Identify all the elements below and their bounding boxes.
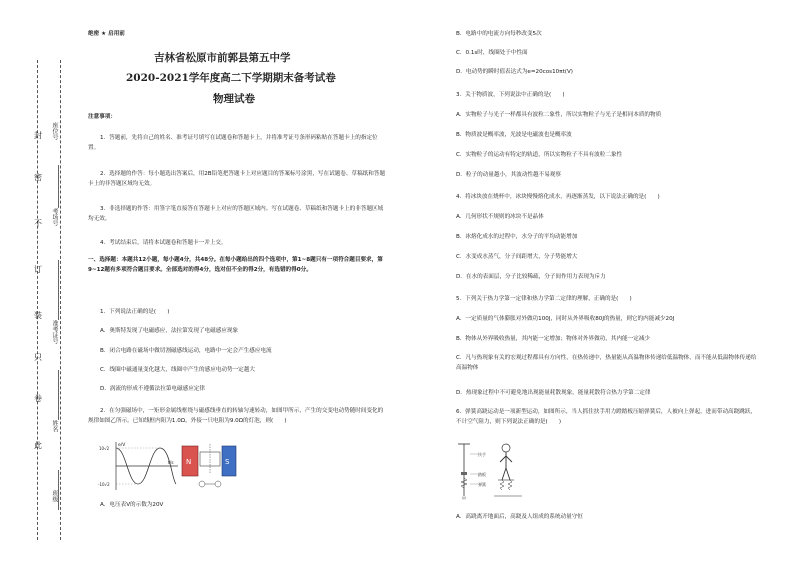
figure-label: 扶手 <box>478 452 486 457</box>
option: C．凡与热现象有关的宏观过程都具有方向性，在热传递中，热量能从高温物体传递给低温物体，而不能从低温物体传递给高温物体 <box>456 355 757 371</box>
field-class: 班级 <box>51 490 58 502</box>
option: A．一定质量的气体膨胀对外做功100J，同时从外界吸收80J的热量，则它的内能减少20J <box>456 316 675 322</box>
option: A．实物粒子与光子一样都具有波粒二象性，所以实物粒子与光子是相同本质的物质 <box>456 112 662 118</box>
note-item: 3．非选择题的作答：用签字笔直接答在答题卡上对应的答题区域内。写在试题卷、草稿纸和答题卡上的非答题区域均无效。 <box>88 206 384 222</box>
seal-char: 只 <box>34 353 42 362</box>
option: C．线圈中磁通量变化越大，线圈中产生的感应电动势一定越大 <box>100 367 255 373</box>
option: B．物体从外界吸收热量，其内能一定增加；物体对外界做功，其内能一定减少 <box>456 336 651 342</box>
option: D．电动势的瞬时值表达式为e=20cos10πt(V) <box>456 69 573 75</box>
option: C．0.1s时，线圈处于中性面 <box>456 50 528 56</box>
seal-char: 卷 <box>34 394 42 403</box>
option: A．高跷离开地面后，高跷及人组成的系统动量守恒 <box>456 514 583 520</box>
question-stem: 3．关于物质波，下列说法中正确的是( ) <box>456 92 565 98</box>
t-axis-label: t/s <box>168 461 174 466</box>
notes-title: 注意事项： <box>88 114 116 120</box>
section-heading: 一、选择题：本题共12小题，每小题4分，共48分。在每小题给出的四个选项中，第1~8题只有一项符合题目要求，第9~12题有多项符合题目要求。全部选对的得4分，选对但不全的得2分，有选错的得0分。 <box>88 257 383 273</box>
option: C．实物粒子的运动有特定的轨道，所以实物粒子不具有波粒二象性 <box>456 152 623 158</box>
option: A．几何形状不规则的冰块不是晶体 <box>456 214 544 220</box>
question-stem: 4．将冰块放在烧杯中，冰块慢慢熔化成水，再逐渐蒸发，以下说法正确的是( ) <box>456 194 660 200</box>
secret-mark: 绝密 ★ 启用前 <box>88 31 125 37</box>
field-room: 考场号 <box>51 208 58 226</box>
option: B．闭合电路在磁场中做切割磁感线运动，电路中一定会产生感应电流 <box>100 348 272 354</box>
note-item: 1．答题前，先将自己的姓名、准考证号填写在试题卷和答题卡上，并将准考证号条形码粘贴在答题卡上的指定位置。 <box>88 135 378 151</box>
question-stem: 5．下列关于热力学第一定律和热力学第二定律的理解，正确的是( ) <box>456 296 632 302</box>
figure-label: 弹簧 <box>478 482 486 487</box>
note-item: 2．选择题的作答：每小题选出答案后，用2B铅笔把答题卡上对应题目的答案标号涂黑，写在试题卷、草稿纸和答题卡上的非答题区域均无效。 <box>88 171 386 187</box>
seal-char: 装 <box>34 311 42 320</box>
option: D．粒子的动量越小，其波动性越不易观察 <box>456 172 561 178</box>
option: C．水变成水蒸气，分子间距增大，分子势能增大 <box>456 254 578 260</box>
graph-value-bottom: -10√2 <box>98 482 110 487</box>
underline <box>58 165 59 208</box>
field-name: 姓名 <box>51 420 58 432</box>
option: A．电压表V的示数为20V <box>100 502 164 508</box>
field-seat: 座位号 <box>51 122 58 140</box>
pogo-figure <box>456 440 536 500</box>
generator-figure <box>180 442 240 492</box>
seal-char: 密 <box>34 173 42 182</box>
option: B．冰熔化成水的过程中，水分子的平均动能增加 <box>456 234 578 240</box>
figure-label: 踏板 <box>478 472 486 477</box>
option: B．电路中的电流方向每秒改变5次 <box>456 31 542 37</box>
note-item: 4．考试结束后，请将本试题卷和答题卡一并上交。 <box>100 240 227 246</box>
question-stem: 2．在匀强磁场中，一矩形金属线框绕与磁感线垂直的转轴匀速转动，如图甲所示，产生的交变电动势随时间变化的规律如图乙所示。已知线框内阻为1.0Ω，外接一只电阻为9.0Ω的灯泡，则( ) <box>88 408 384 424</box>
figure-caption: 甲 <box>462 496 466 500</box>
binding-dashed-line-2 <box>60 60 61 540</box>
question-stem: 1．下列说法正确的是( ) <box>100 309 170 315</box>
graph-value-top: 10√2 <box>99 446 110 451</box>
seal-char: 不 <box>34 219 42 228</box>
graph-label: e/V <box>118 443 126 448</box>
svg-text:N: N <box>186 458 192 466</box>
underline <box>58 260 59 320</box>
option: D．在水的表面层，分子比较稀疏，分子间作用力表现为斥力 <box>456 274 606 280</box>
option: D．热现象过程中不可避免地出现能量耗散现象，能量耗散符合热力学第二定律 <box>456 390 651 396</box>
option: D．涡流的形成不遵循法拉第电磁感应定律 <box>100 386 205 392</box>
option: A．奥斯特发现了电磁感应，法拉第发现了电磁感应现象 <box>100 328 239 334</box>
term-title: 2020-2021学年度高二下学期期末备考试卷 <box>126 72 336 84</box>
seal-char: 此 <box>34 441 42 450</box>
seal-char: 封 <box>34 131 42 140</box>
underline <box>58 370 59 420</box>
underline <box>58 470 59 510</box>
subject-title: 物理试卷 <box>213 93 255 105</box>
svg-text:S: S <box>225 458 230 466</box>
question-stem: 6．弹簧高跷运动是一项新型运动，如图所示，当人抓住扶手用力蹬踏板压缩弹簧后，人被向上弹起，进而带动高跷跳跃，不计空气阻力，则下列说法正确的是( ) <box>456 409 757 425</box>
option: B．物质波是概率波，光波是电磁波也是概率波 <box>456 132 572 138</box>
field-exam-id: 准考证号 <box>51 320 58 344</box>
emf-graph <box>98 440 180 492</box>
school-title: 吉林省松原市前郭县第五中学 <box>154 52 291 64</box>
seal-char: 订 <box>34 265 42 274</box>
